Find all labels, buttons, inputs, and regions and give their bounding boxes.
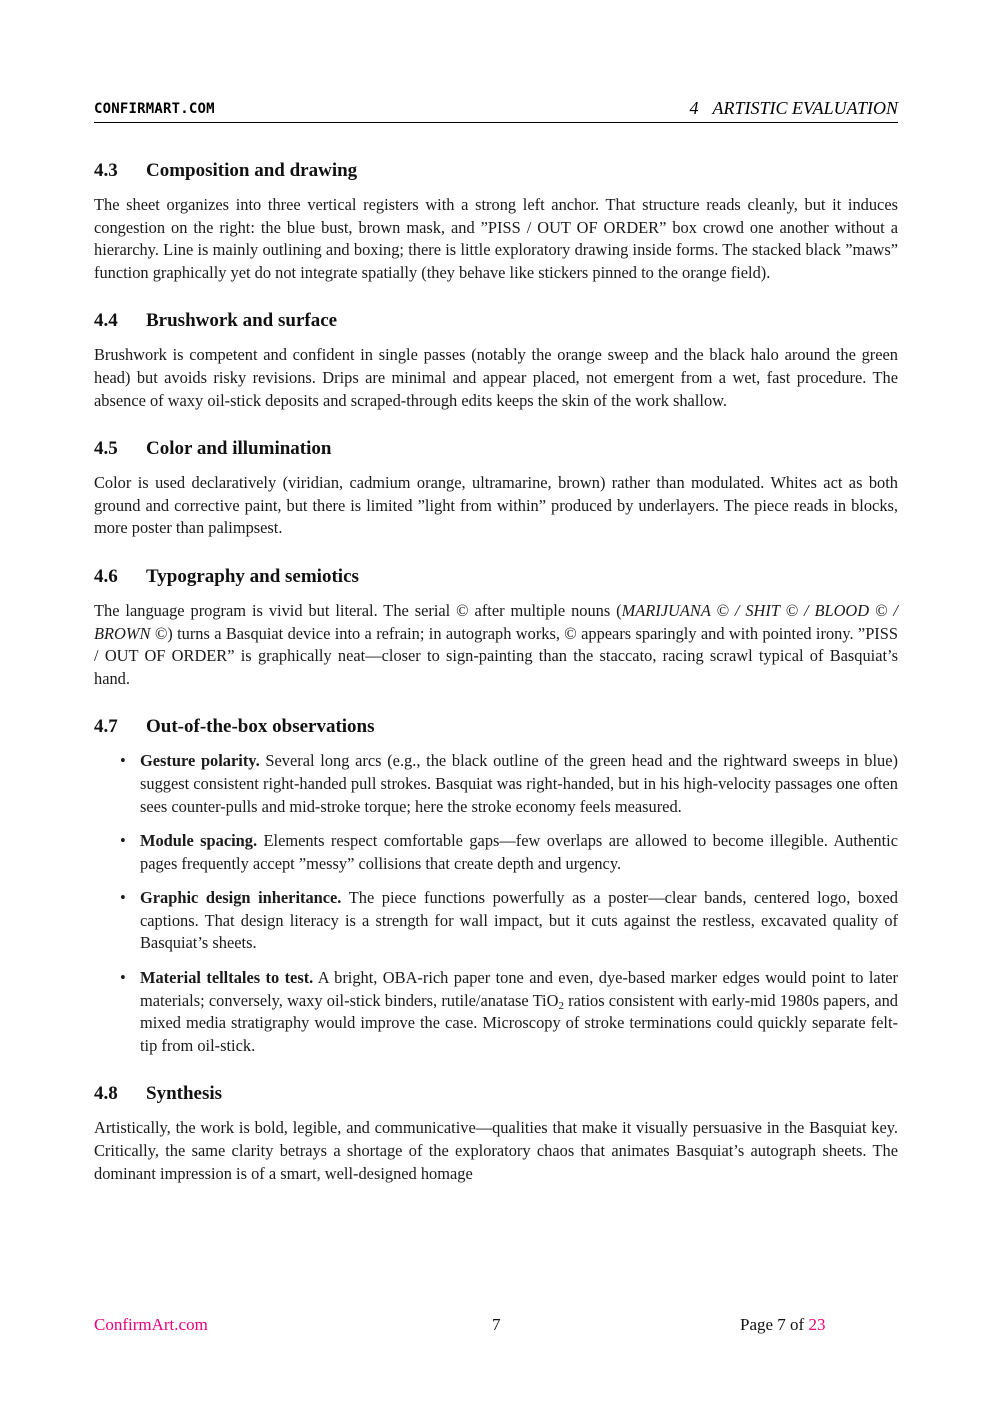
footer-page-of: Page 7 of 23	[740, 1315, 826, 1334]
footer-site-link[interactable]: ConfirmArt.com	[94, 1315, 208, 1334]
section-paragraph-4-6: The language program is vivid but literal. The serial © after multiple nouns (MARIJUANA © / SHIT © / BLOOD © / BROWN ©) turns a Basquiat device into a refrain; in autograph works, © appears sparingly and with pointed irony. ”PISS / OUT OF ORDER” is graphically neat—closer to sign-painting than the staccato, racing scrawl typical of Basquiat’s hand.	[94, 600, 898, 688]
section-heading-4-8: 4.8 Synthesis	[94, 1083, 223, 1105]
section-heading-4-7: 4.7 Out-of-the-box observations	[94, 716, 375, 738]
confirmart-logo: CONFIRMART.COM	[94, 101, 215, 117]
section-paragraph-4-4: Brushwork is competent and confident in single passes (notably the orange sweep and the black halo around the green head) but avoids risky revisions. Drips are minimal and appear placed, not emergent from a wet, fast procedure. The absence of waxy oil-stick deposits and scraped-through edits keeps the skin of the work shallow.	[94, 345, 898, 410]
observations-list	[94, 750, 898, 1057]
section-heading-4-3: 4.3 Composition and drawing	[94, 160, 358, 181]
serial-copyright-list: MARIJUANA © / SHIT © / BLOOD © / BROWN ©	[94, 600, 898, 643]
section-paragraph-4-5: Color is used declaratively (viridian, cadmium orange, ultramarine, brown) rather than modulated. Whites act as both ground and corrective paint, but there is limited ”light from within” produced by underlayers. The piece reads in blocks, more poster than palimpsest.	[94, 473, 898, 538]
list-item: • Graphic design inheritance. The piece functions powerfully as a poster—clear bands, centered logo, boxed captions. That design literacy is a strength for wall impact, but it cuts against the restless, excavated quality of Basquiat’s sheets.	[140, 887, 898, 955]
section-heading-4-5: 4.5 Color and illumination	[94, 438, 332, 460]
page-footer	[94, 1315, 898, 1339]
section-paragraph-4-3: The sheet organizes into three vertical registers with a strong left anchor. That structure reads cleanly, but it induces congestion on the right: the blue bust, brown mask, and ”PISS / OUT OF ORDER” box crowd one another without a hierarchy. Line is mainly outlining and boxing; there is little exploratory drawing inside forms. The stacked black ”maws” function graphically yet do not integrate spatially (they behave like stickers pinned to the orange field).	[94, 195, 898, 282]
running-section-number: 4	[689, 98, 699, 118]
list-item: • Material telltales to test. A bright, OBA-rich paper tone and even, dye-based marker edges would point to later materials; conversely, waxy oil-stick binders, rutile/anatase TiO$_2$ ratios consistent with early-mid 1980s papers, and mixed media stratigraphy would improve the case. Microscopy of stroke terminations could quickly separate felt-tip from oil-stick.	[140, 967, 898, 1057]
list-item: • Module spacing. Elements respect comfortable gaps—few overlaps are allowed to become illegible. Authentic pages frequently accept ”messy” collisions that create depth and urgency.	[140, 830, 898, 875]
running-header	[94, 98, 898, 123]
footer-total-pages-link[interactable]: 23	[808, 1315, 826, 1334]
footer-page-number: 7	[492, 1315, 501, 1334]
list-item: • Gesture polarity. Several long arcs (e.g., the black outline of the green head and the rightward sweeps in blue) suggest consistent right-handed pull strokes. Basquiat was right-handed, but in his high-velocity passages one often sees counter-pulls and mid-stroke torque; here the stroke economy feels measured.	[140, 750, 898, 818]
section-heading-4-4: 4.4 Brushwork and surface	[94, 310, 338, 332]
section-paragraph-4-8: Artistically, the work is bold, legible, and communicative—qualities that make it visually persuasive in the Basquiat key. Critically, the same clarity betrays a shortage of the exploratory chaos that animates Basquiat’s autograph sheets. The dominant impression is of a smart, well-designed homage	[94, 1118, 898, 1183]
main-content	[94, 160, 898, 1185]
running-section-name: ARTISTIC EVALUATION	[712, 98, 898, 118]
running-section-title	[689, 98, 898, 119]
section-heading-4-6: 4.6 Typography and semiotics	[94, 565, 359, 587]
